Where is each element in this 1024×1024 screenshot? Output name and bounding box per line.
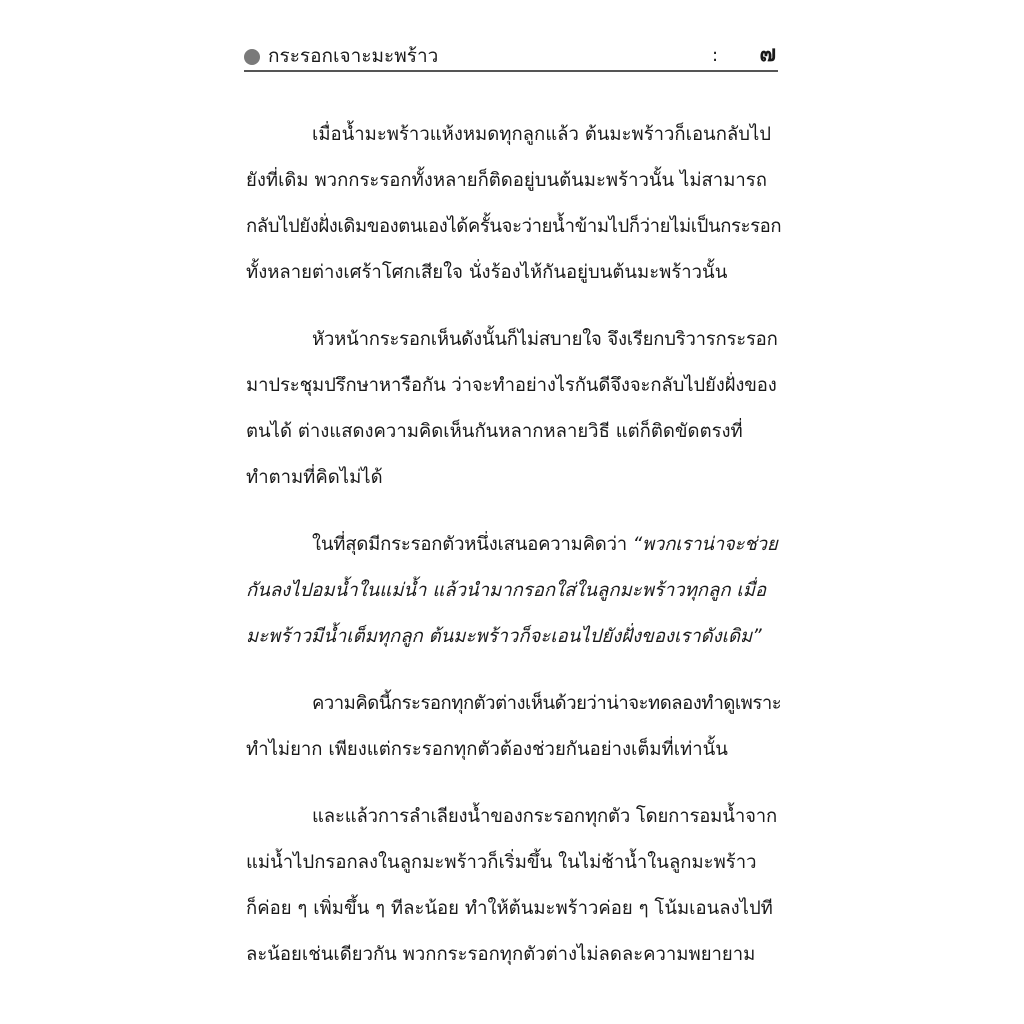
paragraph-3	[246, 522, 778, 660]
text-line: เมื่อน้ำมะพร้าวแห้งหมดทุกลูกแล้ว ต้นมะพร้าวก็เอนกลับไป	[312, 124, 772, 145]
running-header	[244, 44, 778, 72]
text-line: ทำตามที่คิดไม่ได้	[246, 467, 383, 488]
text-line: ตนได้ ต่างแสดงความคิดเห็นกันหลากหลายวิธี แต่ก็ติดขัดตรงที่	[246, 421, 743, 442]
paragraph-1	[246, 112, 782, 296]
quoted-speech-line: มะพร้าวมีน้ำเต็มทุกลูก ต้นมะพร้าวก็จะเอนไปยังฝั่งของเราดังเดิม”	[246, 626, 762, 647]
text-line: แม่น้ำไปกรอกลงในลูกมะพร้าวก็เริ่มขึ้น ในไม่ช้าน้ำในลูกมะพร้าว	[246, 852, 757, 873]
page-number: ๗	[759, 42, 776, 67]
header-separator: :	[712, 45, 719, 66]
text-line: ทั้งหลายต่างเศร้าโศกเสียใจ นั่งร้องไห้กันอยู่บนต้นมะพร้าวนั้น	[246, 262, 728, 283]
paragraph-2	[246, 317, 778, 501]
paragraph-lead: ในที่สุดมีกระรอกตัวหนึ่งเสนอความคิดว่า	[312, 534, 633, 555]
text-line: ความคิดนี้กระรอกทุกตัวต่างเห็นด้วยว่าน่าจะทดลองทำดูเพราะ	[312, 693, 782, 714]
text-line: มาประชุมปรึกษาหารือกัน ว่าจะทำอย่างไรกันดีจึงจะกลับไปยังฝั่งของ	[246, 375, 777, 396]
text-line: และแล้วการลำเลียงน้ำของกระรอกทุกตัว โดยการอมน้ำจาก	[312, 806, 778, 827]
text-line: ก็ค่อย ๆ เพิ่มขึ้น ๆ ทีละน้อย ทำให้ต้นมะพร้าวค่อย ๆ โน้มเอนลงไปที	[246, 898, 773, 919]
text-line: หัวหน้ากระรอกเห็นดังนั้นก็ไม่สบายใจ จึงเรียกบริวารกระรอก	[312, 329, 778, 350]
text-line: ยังที่เดิม พวกกระรอกทั้งหลายก็ติดอยู่บนต้นมะพร้าวนั้น ไม่สามารถ	[246, 170, 767, 191]
running-title: กระรอกเจาะมะพร้าว	[268, 45, 439, 67]
quoted-speech-line: กันลงไปอมน้ำในแม่น้ำ แล้วนำมากรอกใส่ในลูกมะพร้าวทุกลูก เมื่อ	[246, 580, 767, 601]
paragraph-5	[246, 794, 778, 978]
text-line: ละน้อยเช่นเดียวกัน พวกกระรอกทุกตัวต่างไม่ลดละความพยายาม	[246, 944, 756, 965]
text-line	[246, 522, 778, 568]
text-line: ทำไม่ยาก เพียงแต่กระรอกทุกตัวต้องช่วยกันอย่างเต็มที่เท่านั้น	[246, 739, 728, 760]
bullet-dot-icon	[244, 49, 260, 65]
body-text	[246, 112, 782, 999]
paragraph-4	[246, 681, 782, 773]
text-line: กลับไปยังฝั่งเดิมของตนเองได้ครั้นจะว่ายน้ำข้ามไปก็ว่ายไม่เป็นกระรอก	[246, 216, 782, 237]
quoted-speech: “พวกเราน่าจะช่วย	[632, 534, 778, 555]
